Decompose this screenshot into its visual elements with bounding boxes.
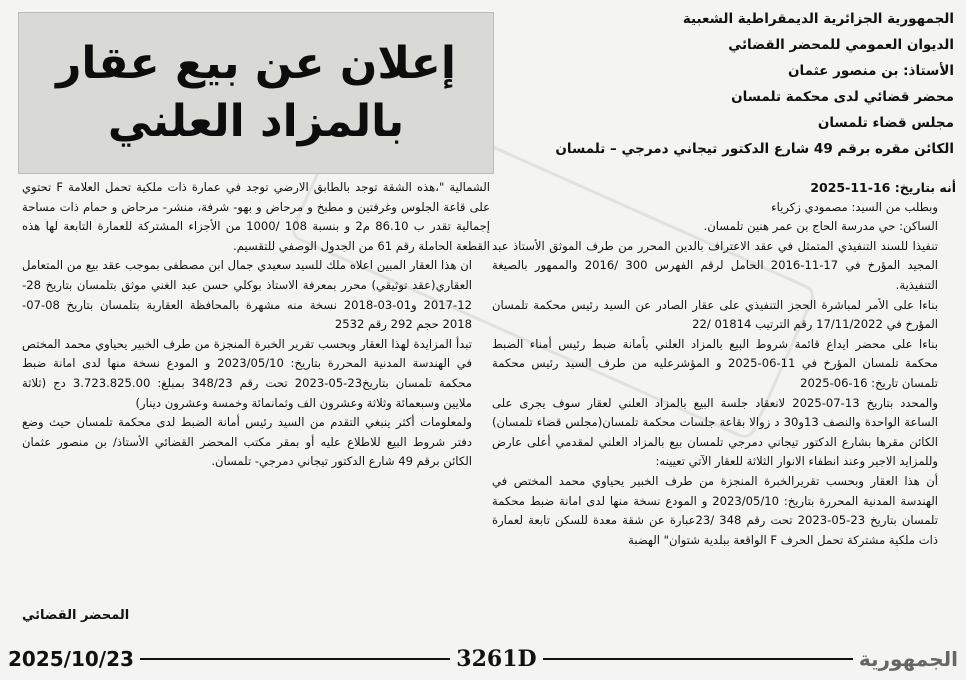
footer-code: 3261D xyxy=(456,646,537,672)
right-paragraph: تنفيذا للسند التنفيذي المتمثل في عقد الاعتراف بالدين المحرر من طرف الموثق الأستاذ عبد المجيد المؤرخ في 17-11-2016 الحامل لرقم الفهرس 300 /2016 والممهور بالصيغة التنفيذية. xyxy=(492,238,938,292)
footer-rule-right xyxy=(543,658,853,660)
footer-date: 2025/10/23 xyxy=(8,647,134,671)
right-paragraph: بناءا على الأمر لمباشرة الحجز التنفيذي على عقار الصادر عن السيد رئيس محكمة تلمسان المؤرخ في 17/11/2022 رقم الترتيب 01814 /22 xyxy=(492,297,938,332)
right-paragraph: والمحدد بتاريخ 13-07-2025 لانعقاد جلسة البيع بالمزاد العلني لعقار سوف يجرى على الساعة الواحدة والنصف 13و30 د زوالا بقاعة جلسات محكمة تلمسان(مجلس قضاء تلمسان) الكائن مقرها بشارع الدكتور تيجاني دمرجي تلمسان بيع بالمزاد العلني لمقدمي أعلى عارض وللمزايد الاجير وعند انطفاء الانوار الثلاثة للعقار الآتي تعيينه: xyxy=(492,395,938,469)
header-line-office: الديوان العمومي للمحضر القضائي xyxy=(728,37,954,53)
title-line-1: إعلان عن بيع عقار xyxy=(56,38,456,89)
footer-rule-left xyxy=(140,658,450,660)
title-line-2: بالمزاد العلني xyxy=(107,96,405,147)
left-paragraph: ولمعلومات أكثر ينبغي التقدم من السيد رئيس أمانة الضبط لدى محكمة تلمسان حيث وضع دفتر شروط البيع للاطلاع عليه أو بمقر مكتب المحضر القضائي الأستاذ/ بن منصور عثمان الكائن برقم 49 شارع الدكتور تيجاني دمرجي- تلمسان. xyxy=(22,415,472,469)
left-paragraph: ان هذا العقار المبين اعلاه ملك للسيد سعيدي جمال ابن مصطفى بموجب عقد بيع من المتعامل العقاري(عقد توثيقي) محرر بمعرفة الاستاذ بوكلي حسن عبد الغني موثق بتلمسان بتاريخ 28-12-2017 و01-03-2018 نسخة منه مشهرة بالمحافظة العقارية بتلمسان بتاريخ 08-07-2018 حجم 292 رقم 2532 xyxy=(22,258,472,332)
right-paragraph: بناءا على محضر ايداع قائمة شروط البيع بالمزاد العلني بأمانة ضبط رئيس أمناء الضبط محكمة تلمسان المؤرخ في 11-06-2025 و المؤشرعليه من طرف السيد رئيس محكمة تلمسان تاريخ: 16-06-2025 xyxy=(492,336,938,390)
right-text-column xyxy=(492,178,956,550)
office-header xyxy=(494,6,954,162)
header-line-republic: الجمهورية الجزائرية الديمقراطية الشعبية xyxy=(682,11,954,27)
right-paragraph: الساكن: حي مدرسة الحاج بن عمر هنين تلمسان. xyxy=(703,219,938,234)
page-footer xyxy=(8,644,958,674)
header-line-council: مجلس قضاء تلمسان xyxy=(817,115,954,131)
left-text-column xyxy=(22,178,490,472)
bailiff-signature-label: المحضر القضائي xyxy=(22,608,130,623)
newspaper-logo: الجمهورية xyxy=(858,647,958,671)
header-line-bailiff-name: الأستاذ: بن منصور عثمان xyxy=(788,63,954,79)
left-paragraph: تبدأ المزايدة لهذا العقار وبحسب تقرير الخبرة المنجزة من طرف الخبير يحياوي محمد المختص في الهندسة المدنية المحررة بتاريخ: 2023/05/10 و المودع نسخة منها لدى امانة ضبط محكمة تلمسان بتاريخ23-05-2023 تحت رقم 348/23 بمبلغ: 3.723.825.00 دج (ثلاثة ملايين وسبعمائة وثلاثة وعشرون الف وثمانمائة وخمسة وعشرون دينار) xyxy=(22,336,472,410)
announcement-dateline: أنه بتاريخ: 16-11-2025 xyxy=(810,180,956,195)
header-line-address: الكائن مقره برقم 49 شارع الدكتور تيجاني دمرجي – تلمسان xyxy=(555,141,954,157)
right-paragraph: أن هذا العقار وبحسب تقريرالخبرة المنجزة من طرف الخبير يحياوي محمد المختص في الهندسة المدنية المحررة بتاريخ: 2023/05/10 و المودع نسخة منها لدى امانة ضبط محكمة تلمسان بتاريخ 23-05-2023 تحت رقم 348 /23عبارة عن شقة معدة للسكن تابعة لعمارة ذات ملكية مشتركة تحمل الحرف F الواقعة ببلدية شتوان" الهضبة xyxy=(492,473,938,547)
header-line-court: محضر قضائي لدى محكمة تلمسان xyxy=(731,89,954,105)
right-paragraph: وبطلب من السيد: مصمودي زكرياء xyxy=(771,199,938,214)
left-paragraph: الشمالية "،هذه الشقة توجد بالطابق الارضي توجد في عمارة ذات ملكية تحمل العلامة F تحتوي على قاعة الجلوس وغرفتين و مطبخ و مرحاض و بهو- شرفة، منشر- مرحاض و حمام ذات مساحة إجمالية تقدر ب 86.10 م2 و بنسبة 108 /1000 من الأجزاء المشتركة للعمارة التابعة لها هذه القطعة الحاملة رقم 61 من الجدول الوصفي للتقسيم. xyxy=(22,180,491,253)
announcement-title-box xyxy=(18,12,494,174)
